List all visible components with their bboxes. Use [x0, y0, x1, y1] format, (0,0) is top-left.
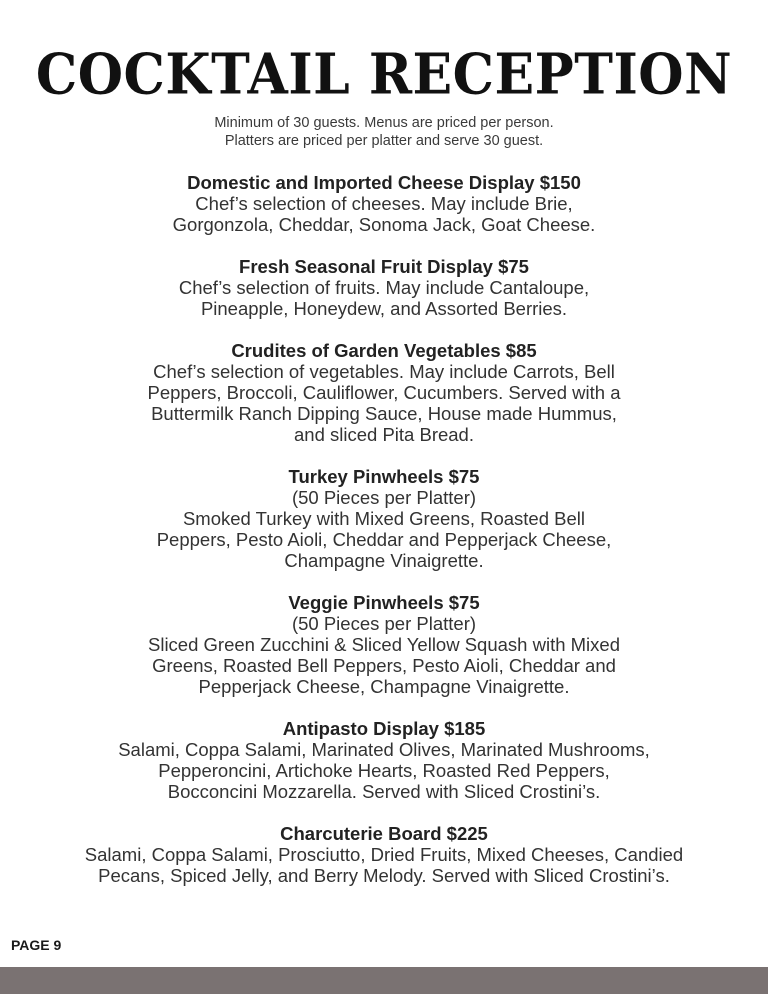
menu-item-charcuterie-board	[0, 823, 768, 886]
menu-item-description: Pineapple, Honeydew, and Assorted Berries.	[200, 298, 568, 319]
menu-item-cheese-display	[0, 172, 768, 235]
menu-item-description: Champagne Vinaigrette.	[284, 550, 484, 571]
menu-item-title: Fresh Seasonal Fruit Display $75	[239, 256, 529, 277]
intro-text	[0, 114, 768, 150]
menu-list	[0, 172, 768, 907]
footer-bar	[0, 967, 768, 994]
menu-item-description: Bocconcini Mozzarella. Served with Sliced Crostini’s.	[167, 781, 601, 802]
menu-item-title: Charcuterie Board $225	[280, 823, 488, 844]
menu-item-description: Chef’s selection of fruits. May include Cantaloupe,	[178, 277, 590, 298]
menu-item-description: Chef’s selection of cheeses. May include Brie,	[195, 193, 573, 214]
menu-item-crudites	[0, 340, 768, 445]
menu-item-description: Gorgonzola, Cheddar, Sonoma Jack, Goat Cheese.	[172, 214, 596, 235]
intro-line: Platters are priced per platter and serve 30 guest.	[224, 133, 544, 149]
menu-item-description: Salami, Coppa Salami, Prosciutto, Dried Fruits, Mixed Cheeses, Candied	[84, 844, 684, 865]
menu-item-description: Salami, Coppa Salami, Marinated Olives, Marinated Mushrooms,	[118, 739, 650, 760]
menu-item-turkey-pinwheels	[0, 466, 768, 571]
menu-item-description: (50 Pieces per Platter)	[291, 613, 477, 634]
menu-item-description: Chef’s selection of vegetables. May include Carrots, Bell	[153, 361, 615, 382]
menu-item-description: Pecans, Spiced Jelly, and Berry Melody. Served with Sliced Crostini’s.	[98, 865, 670, 886]
menu-item-description: and sliced Pita Bread.	[294, 424, 474, 445]
menu-item-fruit-display	[0, 256, 768, 319]
menu-item-veggie-pinwheels	[0, 592, 768, 697]
page-title: COCKTAIL RECEPTION	[35, 41, 733, 108]
menu-item-title: Veggie Pinwheels $75	[288, 592, 480, 613]
menu-item-description: Buttermilk Ranch Dipping Sauce, House made Hummus,	[151, 403, 617, 424]
menu-item-description: Smoked Turkey with Mixed Greens, Roasted Bell	[182, 508, 586, 529]
menu-item-title: Crudites of Garden Vegetables $85	[231, 340, 537, 361]
menu-item-antipasto-display	[0, 718, 768, 802]
intro-line: Minimum of 30 guests. Menus are priced per person.	[214, 115, 554, 131]
page-number: PAGE 9	[11, 937, 62, 953]
menu-item-title: Antipasto Display $185	[282, 718, 486, 739]
menu-item-description: Pepperjack Cheese, Champagne Vinaigrette.	[198, 676, 570, 697]
menu-item-description: Greens, Roasted Bell Peppers, Pesto Aioli, Cheddar and	[152, 655, 616, 676]
menu-item-title: Turkey Pinwheels $75	[288, 466, 480, 487]
menu-item-description: Peppers, Broccoli, Cauliflower, Cucumbers. Served with a	[147, 382, 621, 403]
menu-item-description: Peppers, Pesto Aioli, Cheddar and Pepperjack Cheese,	[156, 529, 612, 550]
menu-item-title: Domestic and Imported Cheese Display $150	[187, 172, 581, 193]
menu-item-description: (50 Pieces per Platter)	[291, 487, 477, 508]
menu-item-description: Sliced Green Zucchini & Sliced Yellow Squash with Mixed	[148, 634, 620, 655]
menu-item-description: Pepperoncini, Artichoke Hearts, Roasted Red Peppers,	[158, 760, 610, 781]
